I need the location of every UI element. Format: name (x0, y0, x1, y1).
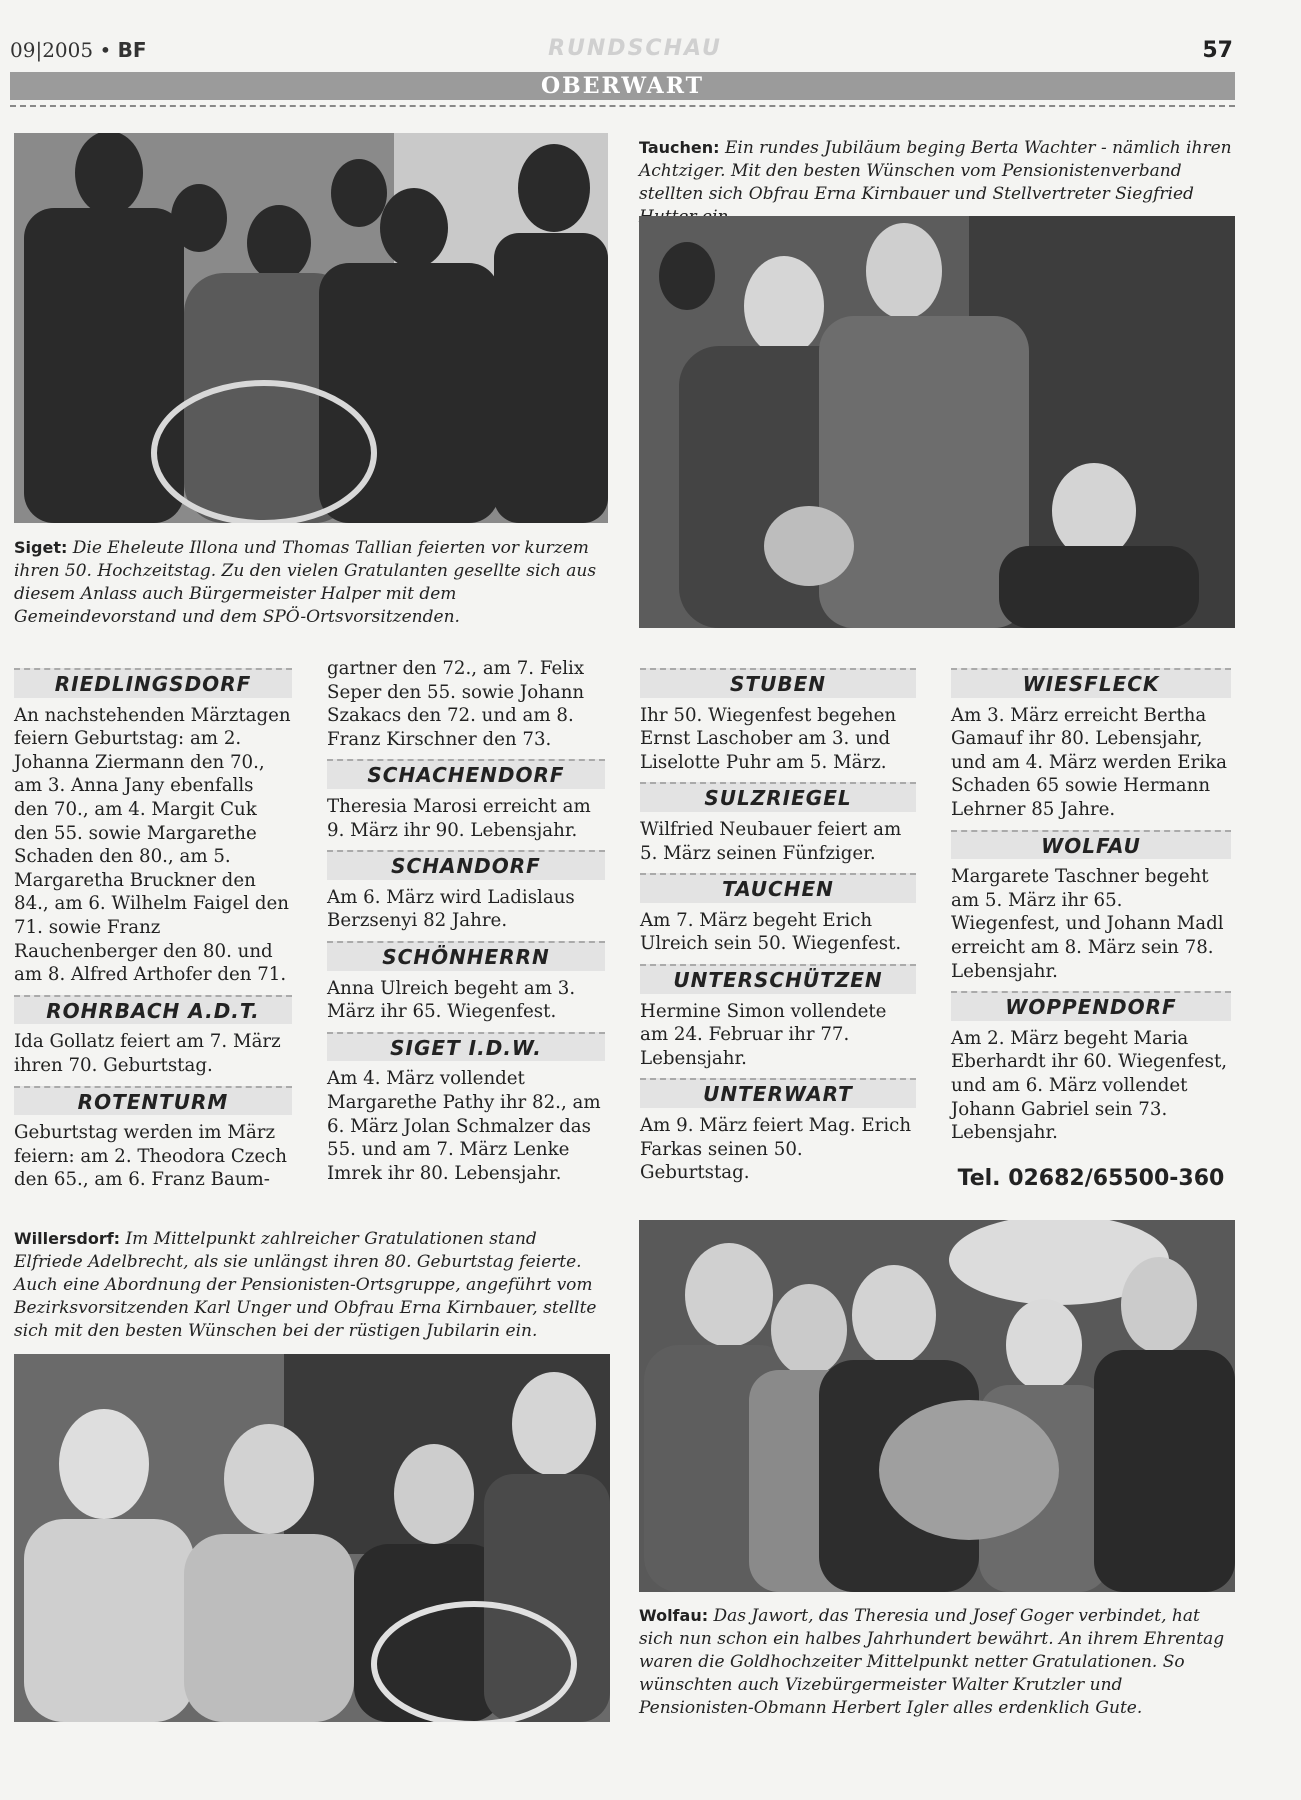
section-text: Am 3. März erreicht Bertha Gamauf ihr 80. Lebensjahr, und am 4. März werden Erika Schaden 65 sowie Hermann Lehrner 85 Jahre. (951, 704, 1227, 820)
caption-lead: Siget: (14, 538, 68, 557)
telephone-number: Tel. 02682/65500-360 (957, 1165, 1225, 1191)
section-heading: RIEDLINGSDORF (14, 668, 292, 698)
section-label: RUNDSCHAU (548, 36, 722, 61)
caption-siget (14, 536, 610, 629)
caption-text: Die Eheleute Illona und Thomas Tallian feierten vor kurzem ihren 50. Hochzeitstag. Zu den vielen Gratulanten gesellte sich aus diesem Anlass auch Bürgermeister Halper mit dem Gemeindevorstand und dem SPÖ-Ortsvorsitzenden. (14, 538, 597, 627)
section-unterwart (640, 1078, 916, 1184)
section-rohrbach (14, 995, 292, 1078)
section-heading: SIGET I.D.W. (327, 1032, 605, 1062)
section-heading: SCHACHENDORF (327, 759, 605, 789)
section-text: An nachstehenden Märztagen feiern Geburtstag: am 2. Johanna Ziermann den 70., am 3. Anna Jany ebenfalls den 70., am 4. Margit Cuk den 55. sowie Margarethe Schaden den 80., am 5. Margaretha Bruckner den 84., am 6. Wilhelm Faigel den 71. sowie Franz Rauchenberger den 80. und am 8. Alfred Arthofer den 71. (14, 704, 291, 986)
section-text: Am 6. März wird Ladislaus Berzsenyi 82 Jahre. (327, 886, 575, 932)
section-schoenherrn (327, 941, 605, 1024)
section-text: Am 4. März vollendet Margarethe Pathy ihr 82., am 6. März Jolan Schmalzer das 55. und am 7. März Lenke Imrek ihr 80. Lebensjahr. (327, 1068, 601, 1184)
section-text: Anna Ulreich begeht am 3. März ihr 65. Wiegenfest. (327, 977, 576, 1023)
caption-lead: Tauchen: (639, 138, 720, 157)
section-text: Am 7. März begeht Erich Ulreich sein 50. Wiegenfest. (640, 909, 902, 955)
section-tauchen (640, 873, 916, 956)
column-2 (327, 657, 605, 1193)
section-heading: SCHÖNHERRN (327, 941, 605, 971)
section-text: Ihr 50. Wiegenfest begehen Ernst Laschober am 3. und Liselotte Puhr am 5. März. (640, 704, 897, 773)
photo-tauchen (639, 216, 1235, 628)
section-text: Am 9. März feiert Mag. Erich Farkas seinen 50. Geburtstag. (640, 1114, 912, 1184)
section-schandorf (327, 850, 605, 933)
caption-text: Das Jawort, das Theresia und Josef Goger verbindet, hat sich nun schon ein halbes Jahrhundert bewährt. An ihrem Ehrentag waren die Goldhochzeiter Mittelpunkt netter Gratulationen. So wünschten auch Vizebürgermeister Walter Krutzler und Pensionisten-Obmann Herbert Igler alles erdenklich Gute. (639, 1606, 1225, 1718)
section-riedlingsdorf (14, 668, 292, 987)
section-text: gartner den 72., am 7. Felix Seper den 55. sowie Johann Szakacs den 72. und am 8. Franz Kirschner den 73. (327, 658, 585, 750)
caption-lead: Wolfau: (639, 1606, 709, 1625)
section-stuben (640, 668, 916, 774)
section-rotenturm-continued (327, 657, 605, 751)
section-sulzriegel (640, 782, 916, 865)
section-heading: UNTERSCHÜTZEN (640, 964, 916, 994)
section-rotenturm (14, 1086, 292, 1192)
header-divider (10, 105, 1235, 107)
issue-number: 09|2005 • (10, 38, 112, 62)
section-unterschuetzen (640, 964, 916, 1070)
section-wiesfleck (951, 668, 1231, 822)
issue-date (10, 38, 147, 62)
section-heading: WIESFLECK (951, 668, 1231, 698)
section-siget (327, 1032, 605, 1186)
section-heading: SULZRIEGEL (640, 782, 916, 812)
section-heading: ROTENTURM (14, 1086, 292, 1116)
region-band (10, 72, 1235, 100)
section-heading: UNTERWART (640, 1078, 916, 1108)
column-4 (951, 664, 1231, 1190)
caption-wolfau (639, 1604, 1235, 1720)
section-heading: WOPPENDORF (951, 991, 1231, 1021)
caption-text: Im Mittelpunkt zahlreicher Gratulationen stand Elfriede Adelbrecht, als sie unlängst ihren 80. Geburtstag feierte. Auch eine Abordnung der Pensionisten-Ortsgruppe, angeführt vom Bezirksvorsitzenden Karl Unger und Obfrau Erna Kirnbauer, stellte sich mit den besten Wünschen bei der rüstigen Jubilarin ein. (14, 1229, 597, 1341)
caption-text: Ein rundes Jubiläum beging Berta Wachter - nämlich ihren Achtziger. Mit den besten Wünschen vom Pensionistenverband stellten sich Obfrau Erna Kirnbauer und Stellvertreter Siegfried (639, 138, 1232, 204)
section-schachendorf (327, 759, 605, 842)
section-heading: TAUCHEN (640, 873, 916, 903)
publication-name: BF (117, 38, 147, 62)
section-text: Geburtstag werden im März feiern: am 2. Theodora Czech den 65., am 6. Franz Baum- (14, 1122, 288, 1191)
section-text: Ida Gollatz feiert am 7. März ihren 70. Geburtstag. (14, 1031, 281, 1076)
section-heading: WOLFAU (951, 830, 1231, 860)
section-text: Wilfried Neubauer feiert am 5. März seinen Fünfziger. (640, 818, 902, 864)
photo-willersdorf (14, 1354, 610, 1722)
region-title: OBERWART (541, 73, 704, 99)
column-1 (14, 664, 292, 1200)
caption-lead: Willersdorf: (14, 1229, 121, 1248)
section-heading: ROHRBACH A.D.T. (14, 995, 292, 1025)
photo-wolfau (639, 1220, 1235, 1592)
section-text: Margarete Taschner begeht am 5. März ihr 65. Wiegenfest, und Johann Madl erreicht am 8. März sein 78. Lebensjahr. (951, 866, 1224, 982)
section-woppendorf (951, 991, 1231, 1145)
section-wolfau (951, 830, 1231, 984)
column-3 (640, 664, 916, 1193)
section-text: Hermine Simon vollendete am 24. Februar ihr 77. Lebensjahr. (640, 1000, 887, 1069)
section-text: Theresia Marosi erreicht am 9. März ihr 90. Lebensjahr. (327, 795, 591, 841)
section-heading: SCHANDORF (327, 850, 605, 880)
photo-siget (14, 133, 608, 523)
section-text: Am 2. März begeht Maria Eberhardt ihr 60. Wiegenfest, und am 6. März vollendet Johann Gabriel sein 73. Lebensjahr. (951, 1027, 1228, 1144)
page-number: 57 (1202, 38, 1233, 63)
section-heading: STUBEN (640, 668, 916, 698)
caption-willersdorf (14, 1227, 610, 1343)
